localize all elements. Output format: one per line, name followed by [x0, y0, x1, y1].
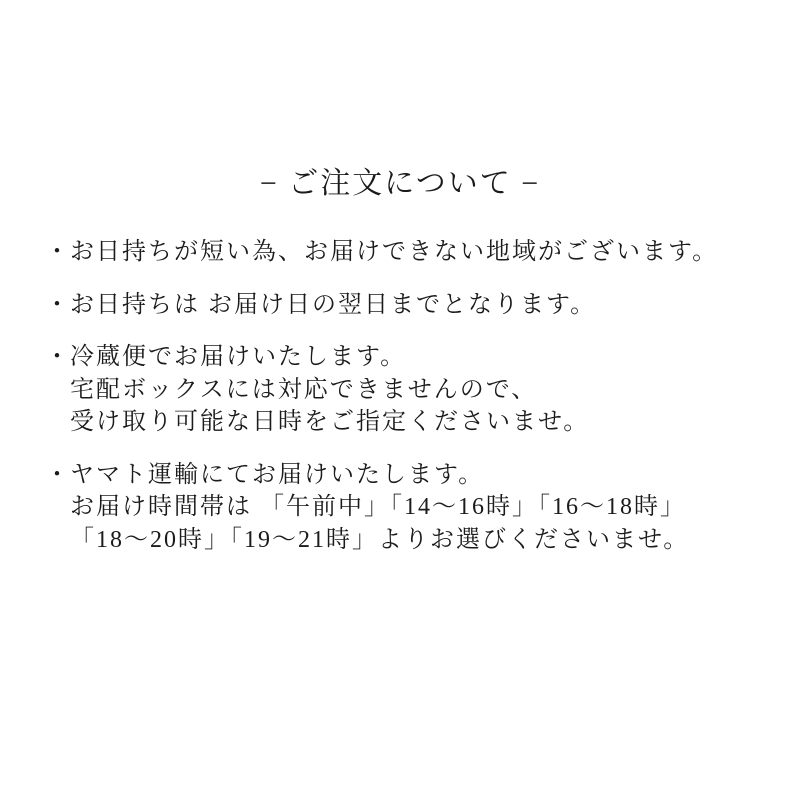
list-item — [45, 289, 770, 322]
note-line: 受け取り可能な日時をご指定くださいませ。 — [70, 409, 590, 435]
bullet-dot: ・ — [45, 291, 69, 318]
note-line: お日持ちは お届け日の翌日までとなります。 — [70, 291, 597, 318]
list-item — [45, 341, 770, 439]
note-line: ヤマト運輸にてお届けいたします。 — [70, 461, 485, 488]
note-line: 「18〜20時」「19〜21時」よりお選びくださいませ。 — [70, 526, 690, 553]
bullet-dot: ・ — [45, 239, 69, 265]
list-item — [45, 236, 770, 269]
bullet-dot: ・ — [45, 461, 69, 488]
note-line: 宅配ボックスには対応できませんので、 — [70, 376, 538, 403]
note-line: お届け時間帯は 「午前中」「14〜16時」「16〜18時」 — [70, 494, 686, 520]
bullet-dot: ・ — [45, 344, 69, 370]
notes-list — [45, 236, 770, 576]
note-line: お日持ちが短い為、お届けできない地域がございます。 — [70, 239, 719, 265]
note-line: 冷蔵便でお届けいたします。 — [70, 344, 407, 370]
list-item — [45, 459, 770, 557]
page-title: − ご注文について − — [259, 167, 541, 200]
